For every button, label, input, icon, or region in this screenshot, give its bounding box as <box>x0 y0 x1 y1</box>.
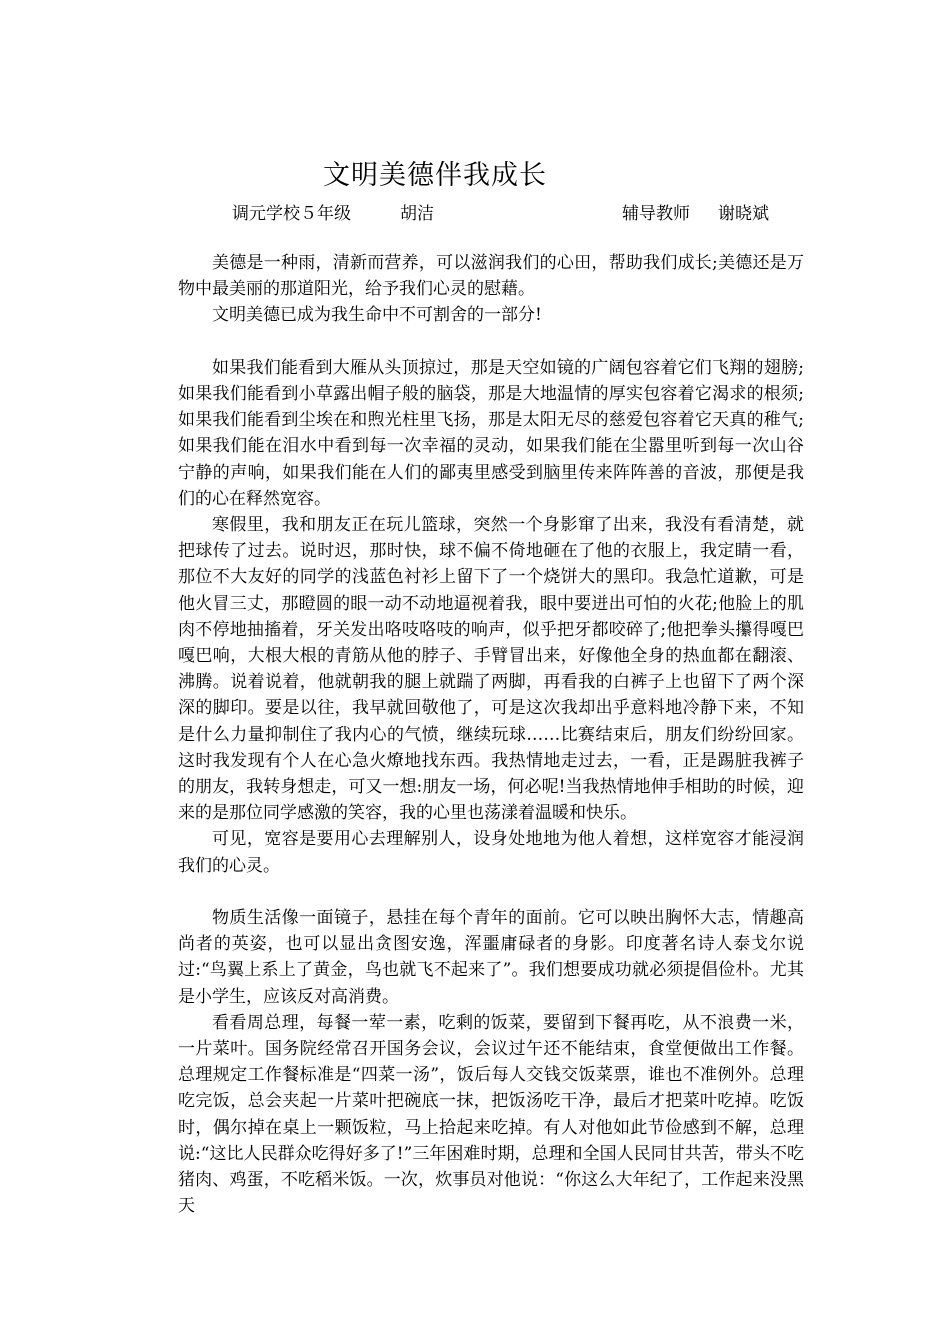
byline-teacher-label: 辅导教师 <box>622 204 690 224</box>
byline-student: 胡洁 <box>400 204 434 224</box>
paragraph: 如果我们能看到大雁从头顶掠过，那是天空如镜的广阔包容着它们飞翔的翅膀;如果我们能看到小草露出帽子般的脑袋，那是大地温情的厚实包容着它渴求的根须;如果我们能看到尘埃在和煦光柱里飞扬，那是太阳无尽的慈爱包容着它天真的稚气;如果我们能在泪水中看到每一次幸福的灵动，如果我们能在尘嚣里听到每一次山谷宁静的声响，如果我们能在人们的鄙夷里感受到脑里传来阵阵善的音波，那便是我们的心在释然宽容。 <box>178 357 804 509</box>
paragraph: 看看周总理，每餐一荤一素，吃剩的饭菜，要留到下餐再吃，从不浪费一米，一片菜叶。国务院经常召开国务会议，会议过午还不能结束，食堂便做出工作餐。总理规定工作餐标准是“四菜一汤”，饭后每人交钱交饭菜票，谁也不准例外。总理吃完饭，总会夹起一片菜叶把碗底一抹，把饭汤吃干净，最后才把菜叶吃掉。吃饭时，偶尔掉在桌上一颗饭粒，马上拾起来吃掉。有人对他如此节俭感到不解，总理说:“这比人民群众吃得好多了!”三年困难时期，总理和全国人民同甘共苦，带头不吃猪肉、鸡蛋，不吃稻米饭。一次，炊事员对他说：“你这么大年纪了，工作起来没黑天 <box>178 1012 804 1217</box>
byline-teacher-name: 谢晓斌 <box>718 204 769 224</box>
paragraph: 美德是一种雨，清新而营养，可以滋润我们的心田，帮助我们成长;美德还是万物中最美丽的那道阳光，给予我们心灵的慰藉。 <box>178 253 804 300</box>
paragraph: 物质生活像一面镜子，悬挂在每个青年的面前。它可以映出胸怀大志，情趣高尚者的英姿，也可以显出贪图安逸，浑噩庸碌者的身影。印度著名诗人泰戈尔说过:“鸟翼上系上了黄金，鸟也就飞不起来了”。我们想要成功就必须提倡俭朴。尤其是小学生，应该反对高消费。 <box>178 908 804 1007</box>
paragraph: 寒假里，我和朋友正在玩儿篮球，突然一个身影窜了出来，我没有看清楚，就把球传了过去。说时迟，那时快，球不偏不倚地砸在了他的衣服上，我定睛一看，那位不大友好的同学的浅蓝色衬衫上留下了一个烧饼大的黑印。我急忙道歉，可是他火冒三丈，那瞪圆的眼一动不动地逼视着我，眼中要迸出可怕的火花;他脸上的肌肉不停地抽搐着，牙关发出咯吱咯吱的响声，似乎把牙都咬碎了;他把拳头攥得嘎巴嘎巴响，大根大根的青筋从他的脖子、手臂冒出来，好像他全身的热血都在翻滚、沸腾。说着说着，他就朝我的腿上就踹了两脚，再看我的白裤子上也留下了两个深深的脚印。要是以往，我早就回敬他了，可是这次我却出乎意料地冷静下来，不知是什么力量抑制住了我内心的气愤，继续玩球……比赛结束后，朋友们纷纷回家。这时我发现有个人在心急火燎地找东西。我热情地走过去，一看，正是踢脏我裤子的朋友，我转身想走，可又一想:朋友一场，何必呢!当我热情地伸手相助的时候，迎来的是那位同学感激的笑容，我的心里也荡漾着温暖和快乐。 <box>178 515 804 824</box>
paragraph: 文明美德已成为我生命中不可割舍的一部分! <box>212 305 542 326</box>
document-title: 文明美德伴我成长 <box>323 160 547 191</box>
document-body <box>178 250 804 1219</box>
paragraph: 可见，宽容是要用心去理解别人，设身处地地为他人着想，这样宽容才能浸润我们的心灵。 <box>178 829 804 876</box>
byline-school: 调元学校５年级 <box>232 204 351 224</box>
